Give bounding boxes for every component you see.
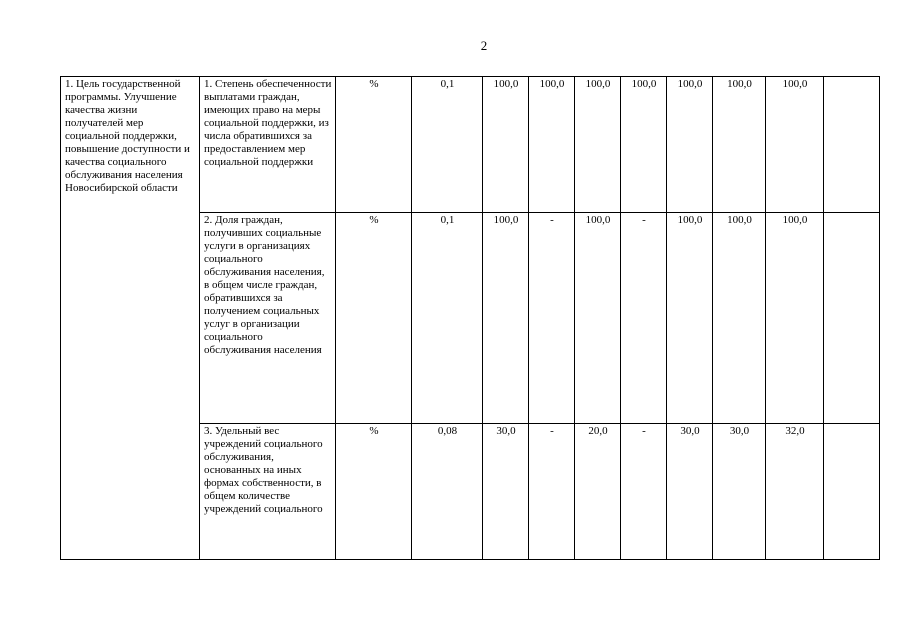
unit-cell: % [336,213,412,424]
value-cell: 30,0 [713,424,766,560]
indicator-cell: 3. Удельный вес учреждений социального обслуживания, основанных на иных формах собственности, в общем количестве учреждений социального [200,424,336,560]
value-cell: 100,0 [766,77,824,213]
value-cell [824,213,880,424]
value-cell: 30,0 [667,424,713,560]
value-cell [824,77,880,213]
goal-cell: 1. Цель государственной программы. Улучшение качества жизни получателей мер социальной поддержки, повышение доступности и качества социального обслуживания населения Новосибирской области [61,77,200,560]
value-cell: 100,0 [621,77,667,213]
table-row [61,77,880,213]
unit-cell: % [336,424,412,560]
value-cell: 100,0 [575,77,621,213]
value-cell [824,424,880,560]
indicator-cell: 1. Степень обеспеченности выплатами граждан, имеющих право на меры социальной поддержки, из числа обратившихся за предоставлением мер социальной поддержки [200,77,336,213]
unit-cell: % [336,77,412,213]
value-cell: 100,0 [529,77,575,213]
indicator-cell: 2. Доля граждан, получивших социальные услуги в организациях социального обслуживания населения, в общем числе граждан, обратившихся за получением социальных услуг в организации социального обслуживания населения [200,213,336,424]
value-cell: 100,0 [667,213,713,424]
value-cell: 30,0 [483,424,529,560]
value-cell: 100,0 [667,77,713,213]
value-cell: - [529,213,575,424]
page-number: 2 [480,38,488,53]
value-cell: 20,0 [575,424,621,560]
value-cell: 100,0 [766,213,824,424]
value-cell: 0,1 [412,77,483,213]
value-cell: 100,0 [713,77,766,213]
value-cell: - [621,424,667,560]
value-cell: 0,1 [412,213,483,424]
indicators-table [60,76,880,560]
value-cell: 32,0 [766,424,824,560]
value-cell: - [621,213,667,424]
value-cell: 100,0 [483,77,529,213]
value-cell: 100,0 [713,213,766,424]
value-cell: 100,0 [575,213,621,424]
value-cell: - [529,424,575,560]
value-cell: 0,08 [412,424,483,560]
value-cell: 100,0 [483,213,529,424]
